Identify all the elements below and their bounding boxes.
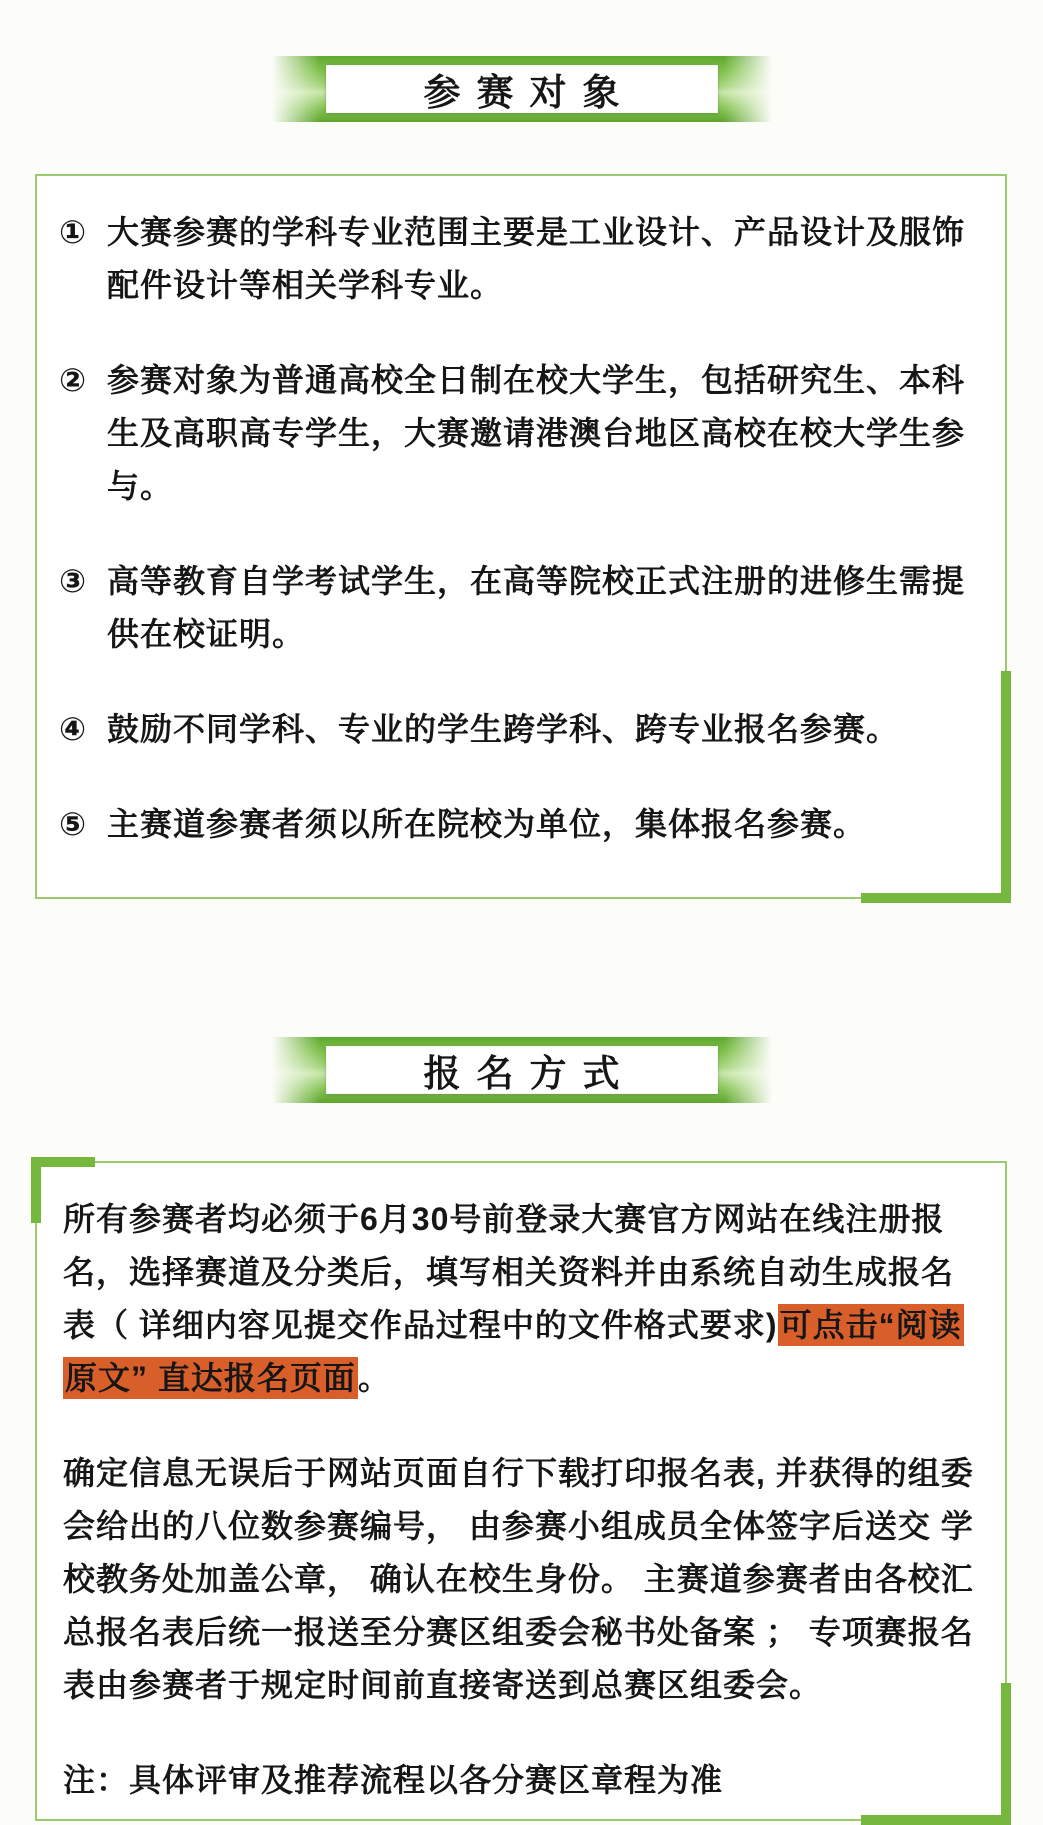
list-item [59, 354, 975, 513]
list-item-number: ③ [59, 563, 87, 599]
list-item-number: ⑤ [59, 806, 87, 842]
registration-title-plate [326, 1046, 718, 1094]
list-item-text: 鼓励不同学科、专业的学生跨学科、跨专业报名参赛。 [107, 711, 900, 747]
registration-paragraph-1-text: 所有参赛者均必须于6月30号前登录大赛官方网站在线注册报名，选择赛道及分类后，填写相关资料并由系统自动生成报名表（ 详细内容见提交作品过程中的文件格式要求) [63, 1201, 955, 1343]
participants-card [35, 174, 1007, 899]
registration-section-header [272, 1037, 772, 1103]
list-item-text: 高等教育自学考试学生，在高等院校正式注册的进修生需提供在校证明。 [107, 563, 966, 652]
green-accent-bar [861, 1815, 1011, 1825]
list-item-text: 主赛道参赛者须以所在院校为单位，集体报名参赛。 [107, 806, 867, 842]
participants-title-plate [326, 65, 718, 113]
list-item [59, 206, 975, 312]
list-item-number: ④ [59, 711, 87, 747]
list-item [59, 798, 975, 851]
list-item-number: ① [59, 214, 87, 250]
green-accent-bar [861, 893, 1011, 903]
registration-paragraph-1 [63, 1193, 975, 1405]
green-accent-bar [31, 1157, 95, 1167]
list-item [59, 555, 975, 661]
participants-section-header [272, 56, 772, 122]
participants-section-title: 参赛对象 [423, 72, 636, 113]
green-accent-bar [1001, 1683, 1011, 1825]
registration-section-title: 报名方式 [423, 1053, 636, 1094]
registration-card [35, 1161, 1007, 1821]
read-original-highlight: 可点击“阅读原文” 直达报名页面 [63, 1304, 964, 1399]
registration-note: 注：具体评审及推荐流程以各分赛区章程为准 [63, 1762, 724, 1798]
list-item [59, 703, 975, 756]
list-item-number: ② [59, 362, 87, 398]
registration-paragraph-2: 确定信息无误后于网站页面自行下载打印报名表, 并获得的组委会给出的八位数参赛编号， 由参赛小组成员全体签字后送交 学校教务处加盖公章， 确认在校生身份。 主赛道参赛者由各校汇总报名表后统一报送至分赛区组委会秘书处备案 ； 专项赛报名表由参赛者于规定时间前直接寄送到总赛区组委会。 [63, 1455, 974, 1703]
green-accent-bar [1001, 671, 1011, 903]
registration-paragraph-1-period: 。 [357, 1360, 391, 1396]
registration-content [37, 1163, 1005, 1819]
list-item-text: 大赛参赛的学科专业范围主要是工业设计、产品设计及服饰配件设计等相关学科专业。 [107, 214, 966, 303]
participants-list [37, 176, 1005, 897]
list-item-text: 参赛对象为普通高校全日制在校大学生，包括研究生、本科生及高职高专学生，大赛邀请港澳台地区高校在校大学生参与。 [107, 362, 966, 504]
